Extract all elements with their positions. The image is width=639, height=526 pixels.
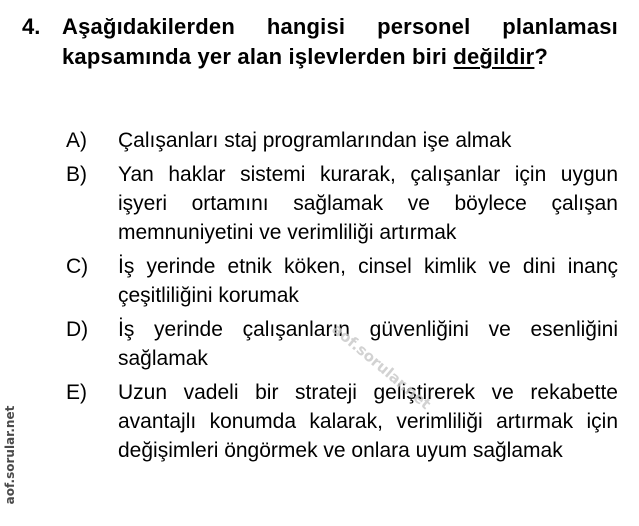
question-negative-word: değildir	[453, 44, 535, 69]
option-letter: A)	[66, 129, 87, 152]
option-b[interactable]	[66, 160, 618, 247]
question-row	[22, 12, 618, 72]
diagonal-watermark: aof.sorular.net	[328, 320, 435, 414]
option-a[interactable]	[66, 126, 618, 155]
option-letter: C)	[66, 255, 89, 278]
question-text-after: ?	[534, 44, 549, 69]
option-letter: D)	[66, 318, 89, 341]
option-text: İş yerinde etnik köken, cinsel kimlik ve dini inanç çeşitliliğini korumak	[118, 255, 618, 307]
question-text	[62, 12, 618, 72]
options-list	[66, 126, 618, 470]
question-text-before: Aşağıdakilerden hangisi personel planlaması kapsamında yer alan işlevlerden biri	[62, 14, 618, 69]
option-letter: B)	[66, 163, 87, 186]
option-e[interactable]	[66, 378, 618, 465]
option-text: Uzun vadeli bir strateji geliştirerek ve rekabette avantajlı konumda kalarak, verimliliği artırmak için değişimleri öngörmek ve onlara uyum sağlamak	[118, 381, 618, 462]
option-text: İş yerinde çalışanların güvenliğini ve esenliğini sağlamak	[118, 318, 618, 370]
option-text: Çalışanları staj programlarından işe almak	[118, 129, 512, 152]
option-c[interactable]	[66, 252, 618, 310]
question-number: 4.	[22, 14, 41, 39]
question-block	[22, 12, 618, 72]
side-watermark: aof.sorular.net	[3, 405, 17, 505]
option-letter: E)	[66, 381, 87, 404]
option-text: Yan haklar sistemi kurarak, çalışanlar için uygun işyeri ortamını sağlamak ve böylece çalışan memnuniyetini ve verimliliği artırmak	[118, 163, 618, 244]
